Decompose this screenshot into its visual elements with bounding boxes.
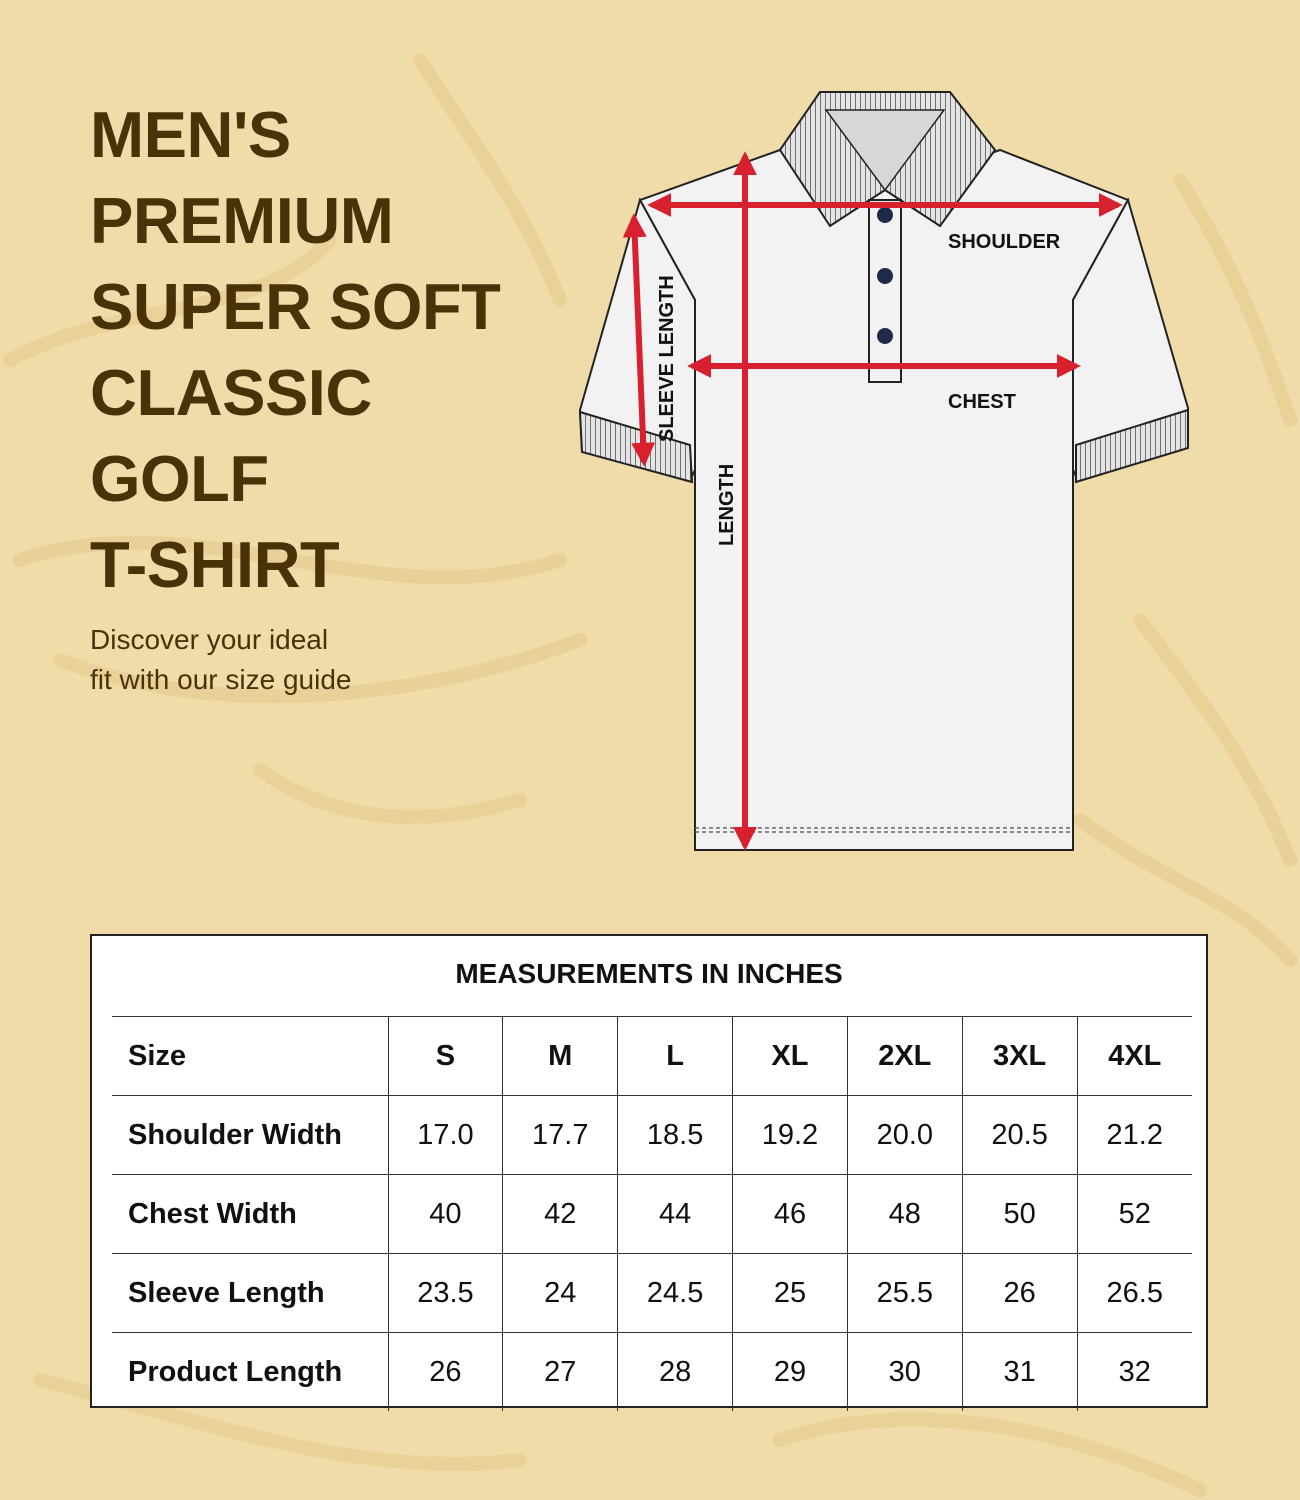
button-icon — [877, 207, 893, 223]
table-cell: 23.5 — [388, 1254, 503, 1333]
table-cell: 32 — [1077, 1333, 1192, 1412]
headline-line: GOLF — [90, 442, 269, 515]
table-cell: 19.2 — [733, 1096, 848, 1175]
table-cell: 20.5 — [962, 1096, 1077, 1175]
table-cell: 28 — [618, 1333, 733, 1412]
table-cell: 27 — [503, 1333, 618, 1412]
headline-line: T-SHIRT — [90, 528, 340, 601]
header-label: Size — [112, 1017, 388, 1096]
table-cell: 17.7 — [503, 1096, 618, 1175]
sleeve-length-label: SLEEVE LENGTH — [656, 275, 678, 442]
size-column-header: S — [388, 1017, 503, 1096]
table-row — [112, 1096, 1192, 1175]
button-icon — [877, 268, 893, 284]
size-chart — [90, 934, 1208, 1408]
size-column-header: XL — [733, 1017, 848, 1096]
size-table — [112, 1016, 1192, 1411]
size-column-header: L — [618, 1017, 733, 1096]
row-label: Sleeve Length — [112, 1254, 388, 1333]
table-row — [112, 1254, 1192, 1333]
placket — [869, 200, 901, 382]
table-cell: 40 — [388, 1175, 503, 1254]
button-icon — [877, 328, 893, 344]
headline-line: PREMIUM — [90, 184, 394, 257]
subtitle-line: Discover your ideal — [90, 624, 329, 655]
table-cell: 30 — [847, 1333, 962, 1412]
row-label: Chest Width — [112, 1175, 388, 1254]
row-label: Product Length — [112, 1333, 388, 1412]
size-column-header: 3XL — [962, 1017, 1077, 1096]
shoulder-label: SHOULDER — [948, 231, 1061, 253]
page-subtitle — [90, 620, 351, 700]
table-cell: 26 — [388, 1333, 503, 1412]
table-cell: 29 — [733, 1333, 848, 1412]
table-cell: 26 — [962, 1254, 1077, 1333]
table-row — [112, 1333, 1192, 1412]
table-cell: 50 — [962, 1175, 1077, 1254]
table-cell: 44 — [618, 1175, 733, 1254]
table-cell: 48 — [847, 1175, 962, 1254]
table-cell: 21.2 — [1077, 1096, 1192, 1175]
headline-line: CLASSIC — [90, 356, 372, 429]
table-cell: 52 — [1077, 1175, 1192, 1254]
shirt-diagram — [560, 80, 1220, 860]
size-column-header: M — [503, 1017, 618, 1096]
table-cell: 24.5 — [618, 1254, 733, 1333]
table-cell: 17.0 — [388, 1096, 503, 1175]
length-label: LENGTH — [716, 463, 738, 546]
chest-label: CHEST — [948, 391, 1016, 413]
table-row — [112, 1175, 1192, 1254]
page-headline — [90, 92, 500, 608]
table-cell: 24 — [503, 1254, 618, 1333]
table-cell: 26.5 — [1077, 1254, 1192, 1333]
headline-line: MEN'S — [90, 98, 291, 171]
table-cell: 25 — [733, 1254, 848, 1333]
table-cell: 20.0 — [847, 1096, 962, 1175]
table-cell: 31 — [962, 1333, 1077, 1412]
size-column-header: 4XL — [1077, 1017, 1192, 1096]
table-cell: 18.5 — [618, 1096, 733, 1175]
table-cell: 46 — [733, 1175, 848, 1254]
table-cell: 25.5 — [847, 1254, 962, 1333]
row-label: Shoulder Width — [112, 1096, 388, 1175]
size-column-header: 2XL — [847, 1017, 962, 1096]
subtitle-line: fit with our size guide — [90, 664, 352, 695]
table-title: MEASUREMENTS IN INCHES — [455, 958, 843, 989]
table-cell: 42 — [503, 1175, 618, 1254]
table-header-row — [112, 1017, 1192, 1096]
headline-line: SUPER SOFT — [90, 270, 501, 343]
